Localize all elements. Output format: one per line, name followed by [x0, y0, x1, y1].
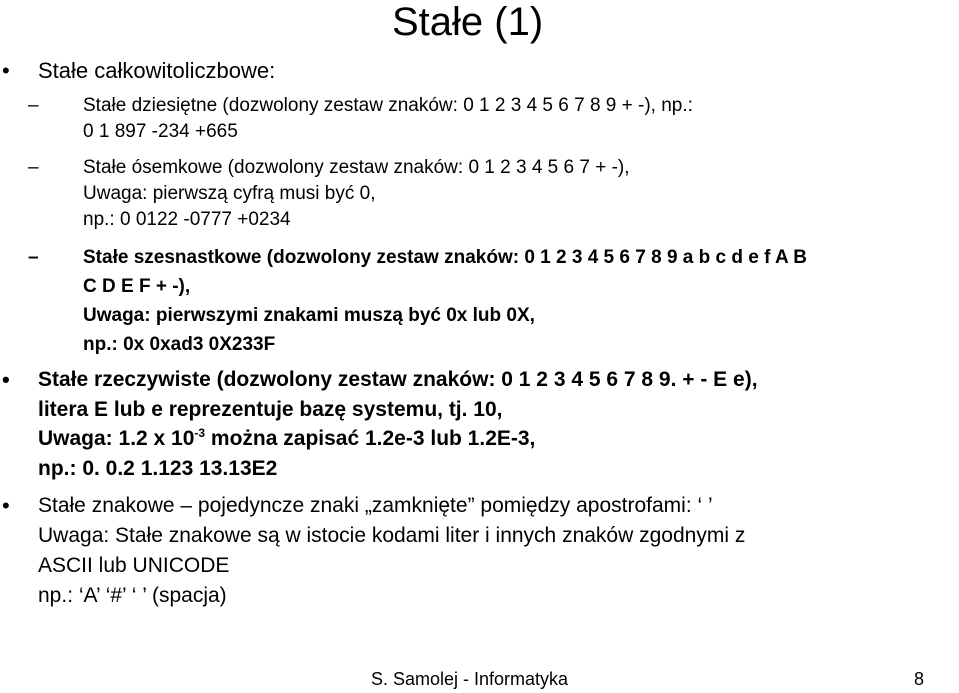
subbullet-octal [0, 155, 959, 233]
real-line-3-pre: Uwaga: 1.2 x 10 [38, 427, 195, 450]
subbullet-hex [0, 243, 959, 359]
real-line-3-post: można zapisać 1.2e-3 lub 1.2E-3, [205, 427, 536, 450]
bullet-integer-constants [0, 57, 959, 85]
real-line-1: Stałe rzeczywiste (dozwolony zestaw znaków: 0 1 2 3 4 5 6 7 8 9. + - E e), [38, 368, 758, 391]
slide-title: Stałe (1) [392, 0, 544, 44]
char-line-4: np.: ‘A’ ‘#’ ‘ ’ (spacja) [38, 584, 227, 607]
octal-line-2: Uwaga: pierwszą cyfrą musi być 0, [83, 183, 376, 204]
dash-icon: – [28, 247, 39, 268]
octal-line-3: np.: 0 0122 -0777 +0234 [83, 209, 291, 230]
char-line-3: ASCII lub UNICODE [38, 554, 230, 577]
dash-icon: – [28, 157, 39, 178]
char-line-1: Stałe znakowe – pojedyncze znaki „zamknięte” pomiędzy apostrofami: ‘ ’ [38, 494, 713, 517]
bullet-char-constants [0, 491, 959, 611]
page-number: 8 [914, 669, 925, 689]
hex-line-3: Uwaga: pierwszymi znakami muszą być 0x lub 0X, [83, 305, 535, 326]
real-line-2: litera E lub e reprezentuje bazę systemu, tj. 10, [38, 397, 503, 421]
bullet-real-constants [0, 365, 959, 483]
slide-content [0, 57, 959, 611]
integer-heading: Stałe całkowitoliczbowe: [38, 58, 276, 83]
dash-icon: – [28, 95, 39, 116]
real-line-4: np.: 0. 0.2 1.123 13.13E2 [38, 456, 278, 480]
subbullet-decimal [0, 93, 959, 145]
hex-line-1: Stałe szesnastkowe (dozwolony zestaw znaków: 0 1 2 3 4 5 6 7 8 9 a b c d e f A B [83, 247, 808, 268]
hex-line-4: np.: 0x 0xad3 0X233F [83, 334, 276, 355]
real-exponent: -3 [194, 426, 206, 440]
octal-line-1: Stałe ósemkowe (dozwolony zestaw znaków: 0 1 2 3 4 5 6 7 + -), [83, 157, 630, 178]
real-line-3 [38, 424, 959, 454]
bullet-icon: • [2, 58, 10, 83]
decimal-line-1: Stałe dziesiętne (dozwolony zestaw znaków: 0 1 2 3 4 5 6 7 8 9 + -), np.: [83, 95, 693, 116]
char-line-2: Uwaga: Stałe znakowe są w istocie kodami liter i innych znaków zgodnymi z [38, 524, 746, 547]
decimal-line-2: 0 1 897 -234 +665 [83, 121, 238, 142]
footer-author: S. Samolej - Informatyka [371, 669, 569, 689]
bullet-icon: • [2, 493, 10, 518]
bullet-icon: • [2, 367, 10, 392]
hex-line-2: C D E F + -), [83, 276, 191, 297]
